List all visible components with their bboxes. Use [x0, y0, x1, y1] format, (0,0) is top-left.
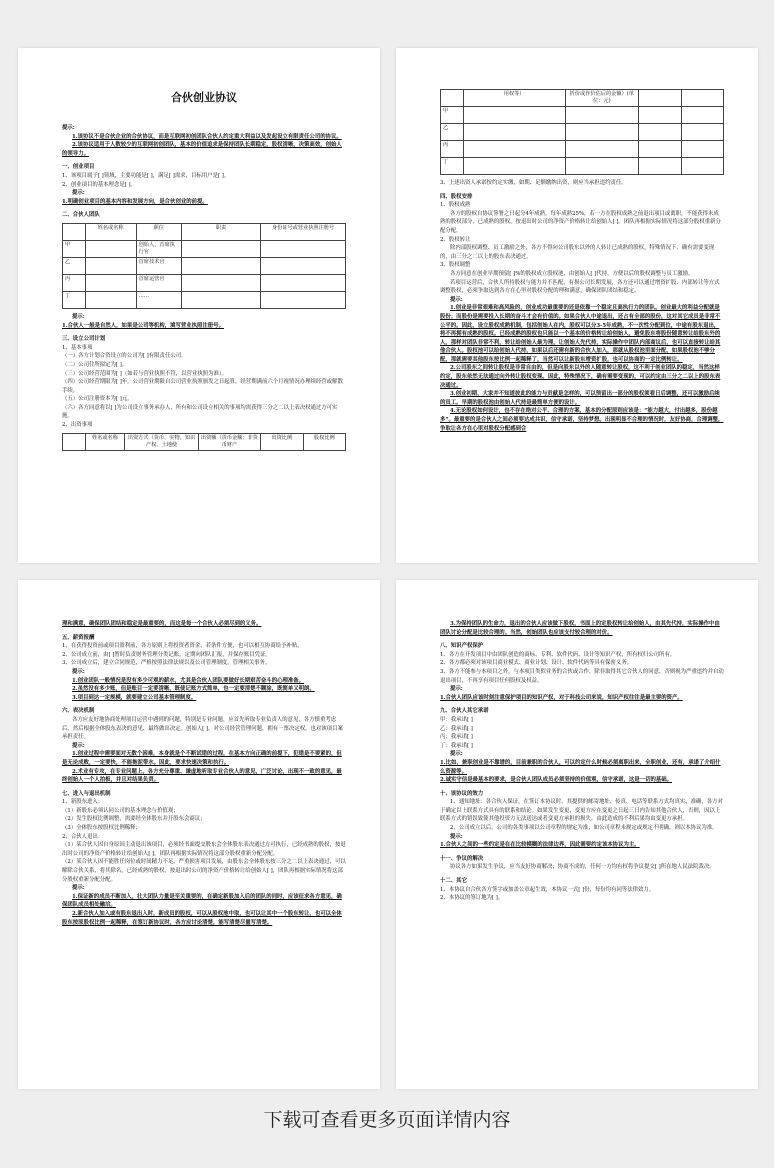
table-row: [63, 257, 346, 274]
paragraph: 3、上述出资人承诺按约定实缴，如期、足额缴纳出资，则应当承担违约责任。: [440, 180, 627, 186]
table-cell: [181, 291, 260, 308]
section-heading: 五、薪资报酬: [62, 634, 95, 641]
table-cell: [181, 274, 260, 291]
table-cell: [85, 257, 136, 274]
paragraph: 2、创业项目的基本理念是[ ]。: [62, 181, 137, 188]
document-page-2: [396, 48, 758, 563]
tip-label: 提示:: [72, 313, 85, 320]
paragraph: 1、通知地址：各合伙人保证，在签订本协议时，其提供的邮寄地址、传真、电话等联系方式均真实、准确，各方对于确定以上联系方式具有的联系和结论。如果发生变更，变更方应在变更之日起三日内告知其他合伙人，否则，因以上联系方式的错误致使其他投资方无法送达或者变更方承担的损失，由此造成的不利后果均由变更方承担。: [440, 799, 723, 823]
table-header: 用权等）: [463, 90, 565, 107]
section-heading: 十一、争议的解决: [440, 855, 484, 862]
paragraph: （三）公司经营范围为[ ]（如若与营业执照不符，以营业执照为准）。: [62, 370, 227, 377]
tip-text: 2.诚实守信是最基本的要求，是合伙人团队成员必须坚持的价值观，信守承诺，这是一切的基础。: [440, 777, 673, 784]
paragraph: 1、各方在开发项目中由团队创造的商标、专利、软件代码、设计等知识产权，所有权归公司所有。: [440, 651, 676, 658]
table-header: 身份证号或营业执照注册号: [261, 223, 346, 240]
paragraph: （2）某合伙人因不能胜任岗位或时间精力不足，严重损害项目发展，由股东会全体股东按三分之二以上表决通过，可以解除合伙关系，将其除名，已经成熟的股权，按退出时公司的净资产价格转让给创始人[ ]，团队再根据实际情况将这部分股权重新分配分配。: [62, 859, 346, 883]
table-row: [441, 158, 724, 175]
table-header: 姓名或名称: [85, 433, 125, 450]
paragraph: 1、本协议自合伙各方签字或加盖公章起生效，本协议一式[ ]份，每份均有同等法律效力。: [440, 886, 655, 893]
footer-caption: 下载可查看更多页面详情内容: [263, 1109, 511, 1131]
table-header: 折价或作价估后的金额）(单位：元): [565, 90, 639, 107]
table-header: 股权比例: [303, 433, 345, 450]
section-heading: 八、知识产权保护: [440, 643, 484, 650]
table-row: [63, 291, 346, 308]
tip-label: 提示:: [72, 190, 85, 197]
table-cell: 首席技术官: [136, 257, 181, 274]
tip-text: 4.无论股权如何设计，也不存在绝对公平、合理的方案，基本的分配原则应该是：“能力越大，付出越多，股份越多”。最重要的是合伙人之间必须要达成共识，信守承诺，坚持梦想。出现明显不合理的情况时，友好协商，合理调整，争取让各方在心里对股权分配感到合: [440, 408, 724, 432]
paragraph: 乙：我承诺[ ]: [440, 725, 473, 732]
paragraph: （五）公司注册资本为[ ]元。: [62, 396, 133, 403]
paragraph: 1、基本事项: [62, 344, 93, 351]
paragraph: 各方的股权自协议签署之日起分4年成熟，每年成熟25%，若一方在股权成熟之前退出项目或离职，不能获得未成熟的股权部分，已成熟的股权，按退出时公司的净资产价格转让给创始人[ ]。团队再根据实际情况将这部分股权重新分配分配。: [440, 210, 721, 234]
tip-text: 1.保证新的成员不断加入，壮大团队力量是至关重要的，在确定新股加入后的团队的同时，应该征求各方意见，确保团队成员相处融洽。: [62, 893, 342, 909]
table-cell: 丁: [63, 291, 86, 308]
paragraph: （四）公司经营期限为[ ]年。公司营业期限自公司营业执照颁发之日起算，经营期满前六个月视情况办理续经营或解散手续。: [62, 379, 343, 394]
table-cell: [261, 257, 346, 274]
table-header: 姓名或名称: [85, 223, 136, 240]
tip-label: 提示:: [450, 686, 463, 693]
tip-text: 理和满意，确保团队团结和稳定是最重要的，而这是每一个合伙人必须尽到的义务。: [62, 621, 262, 627]
table-row: [441, 124, 724, 141]
table-header: [681, 90, 723, 107]
table-cell: 创始人、首席执行官: [136, 240, 181, 257]
tip-text: 1.明确创业项目的基本内容和发展方向，是合伙创业的前提。: [62, 198, 208, 205]
paragraph: （2）发生股权比例调整，需要经全体股东并开股东会商议；: [62, 816, 206, 823]
tip-label: 提示:: [450, 751, 463, 758]
paragraph: 2、公司成立以后，公司的各类事项以公司章程的规定为准；如公司章程未规定或规定不明确，则以本协议为准。: [450, 825, 718, 832]
paragraph: （1）新股东必须认同公司的基本理念与价值观；: [62, 807, 179, 814]
paragraph: （3）全体股东按股权比例稀释；: [62, 825, 141, 832]
table-header: 职责: [181, 223, 260, 240]
paragraph: 2、出资事项: [62, 422, 93, 429]
tip-text: 1.合伙人团队应该时刻注意保护项目的知识产权，对于科技公司来说，知识产权往往是最主要的资产。: [440, 694, 683, 701]
table-header: 出资额（货币金额；非货币财产: [198, 433, 260, 450]
table-cell: ……: [136, 291, 181, 308]
tip-text: 1.合伙人一般是自然人，如果是公司等机构，填写营业执照注册号。: [62, 322, 224, 329]
tip-text: 1.该协议不是合伙企业的合伙协议，而是互联网初创团队合伙人约定重大利益以及发起设立有限责任公司的协议。: [72, 133, 342, 140]
document-page-4: [396, 580, 758, 1089]
paragraph: 1、新股东进入：: [62, 799, 104, 806]
table-header: 出资方式（货币、实物、知识产权、土地使: [125, 433, 199, 450]
table-header: [639, 90, 681, 107]
tip-label: 提示:: [72, 742, 85, 749]
tip-text: 3.为保持团队的生命力，退出的合伙人应该做下股权，书面上的定股权转让给创始人，由其先代持，实际操作中由团队讨论分配是比较合理的。当然，创始团队也应该支付较合理的对价。: [440, 621, 720, 636]
section-heading: 九、合伙人其它承诺: [440, 708, 489, 715]
tip-label: 提示:: [62, 125, 75, 131]
paragraph: 2、股权转让: [440, 236, 471, 243]
tip-text: 2.公司股东之间转让股权是非常自由的，但是向股东以外的人随意转让股权，这不利于创业团队的稳定，当然这样约定，股东依然无法通过向外转让股权变现。因此，特殊情况下，确有需要变现的，可以约定由三分之二以上的股东表决通过。: [440, 365, 721, 389]
table-cell: 丁: [441, 158, 464, 175]
paragraph: （1）某合伙人因自身原因主动退出该项目，必须经书面提交股东会全体股东表决通过方可执行，已经成熟的股权，按退出时公司的净资产价格转让给创始人[ ]，团队再根据实际情况将这部分股权重新分配分配。: [62, 842, 346, 857]
capital-table: [62, 433, 346, 451]
team-table: [62, 223, 346, 309]
paragraph: 2、各方都必须对该项目商业模式、商业计划、设计、软件代码等具有保密义务。: [440, 660, 633, 667]
table-row: [441, 107, 724, 124]
tip-text: 1.比如，兼职创业是不靠谱的，目前兼职的合伙人，可以约定什么时候必须离职出来，全职创业，还有，承诺了介绍什么资源等。: [440, 759, 721, 775]
table-cell: 丙: [441, 141, 464, 158]
document-title: 合伙创业协议: [171, 91, 237, 104]
section-heading: 十二、其它: [440, 878, 467, 885]
paragraph: （二）公司住所拟定为[ ]。: [62, 361, 128, 368]
table-header: [63, 433, 86, 450]
table-cell: [85, 274, 136, 291]
paragraph: （一）各方计划合资设立的公司为[ ]有限责任公司。: [62, 353, 187, 360]
tip-text: 3.项目到达一定规模，就要建立公司基本管理制度。: [72, 694, 197, 701]
table-row: [441, 141, 724, 158]
tip-label: 提示:: [72, 668, 85, 675]
section-heading: 六、表决机制: [62, 708, 95, 715]
table-header: [63, 223, 86, 240]
section-heading: 一、创业项目: [62, 164, 95, 171]
section-heading: 二、合伙人团队: [62, 212, 100, 219]
table-cell: [261, 291, 346, 308]
table-cell: [261, 274, 346, 291]
section-heading: 四、股权安排: [440, 193, 473, 200]
table-row: [63, 274, 346, 291]
paragraph: 丙：我承诺[ ]: [440, 734, 473, 741]
paragraph: 2、公司成立前，由[ ]暂时负责财务管理分类记账，定期向团队汇报，并保存账目凭证。: [62, 651, 271, 658]
paragraph: 丁：我承诺[ ]: [440, 742, 473, 749]
paragraph: 2、合伙人退出：: [62, 833, 104, 840]
paragraph: 3、公司成立后，建立合同规范，严格按照法律法规以及公司管理制度，管理相关事务。: [62, 660, 271, 667]
tip-text: 2.该协议适用于人数较少的互联网初创团队，基本的价值追求是保持团队长期稳定，股权清晰，决策高效，创始人的领导力。: [62, 142, 342, 157]
document-page-1: [18, 48, 380, 563]
table-cell: [181, 257, 260, 274]
tip-text: 2.术业有专攻，在专业问题上，各方充分尊重、谦虚地听取专业合伙人的意见，广泛讨论，出现不一致的意见，最终创始人一个人拍板，并且对结果负责。: [62, 768, 342, 784]
table-cell: [181, 240, 260, 257]
section-heading: 三、设立公司计划: [62, 336, 106, 343]
table-header: 出资比例: [261, 433, 303, 450]
paragraph: 各方应友好地协商处理项目运营中遇到的问题，特别是专业问题，应首先听取专业负责人的意见，各方慎重考虑后，然后根据全体股东表决的意见，最终做出决定。创始人[ ]，对公司经营管理问题，拥有一票决定权，也对该项目案承担责任。: [62, 716, 343, 741]
tip-text: 2.新合伙人加入或有股东退出入时，新成员的股权，可以从股权池中取，也可以让其中一个股东转让，也可以全体股东按原股权比例一起稀释，在签订新协议时，各方应讨论清楚，能写清楚尽量写清楚。: [62, 911, 342, 926]
tip-text: 1.合伙人之间的一些约定是在在比较模糊的法律边界，因此需要约定该本协议为主。: [440, 842, 640, 849]
paragraph: 1、在获得投资前或项目盈利前，各方原则上将投资者资金，若条件方便，也可以相互协商给予补贴。: [62, 643, 303, 650]
paragraph: 各方同意在创业早期预留[ ]%的股权成立股权池，由创始人[ ]代持，方便以后的股权调整与员工激励。: [450, 270, 694, 277]
paragraph: 若项目运营后，合伙人所持股权与能力并不匹配，有损公司长期发展，各方还可以通过增资扩股、内部转让等方式调整股权，必须争取达到各方在心里对股权分配的理和满意，确保团队团结和稳定。: [440, 279, 720, 295]
tip-text: 2.虽然没有多少账，但是账目一定要清晰，既使记账方式简单，也一定要清楚不糊涂，既简单又明朗。: [72, 686, 315, 693]
tip-text: 1.创业过程中需要面对无数个困难，本身就是个不断试错的过程，在基本方向正确的前提下，犯错是不要紧的，但是无论成败，一定要快，不能拖泥带水。因此，要求快速决策和执行。: [62, 751, 342, 766]
table-cell: [85, 291, 136, 308]
capital-table-continued: [440, 89, 724, 175]
table-cell: [261, 240, 346, 257]
tip-text: 1.创业是非常艰难和高风险的，创业成功最重要的还是依靠一个稳定且高执行力的团队。创业最大的利益分配就是股份；而股份是需要投入长期的奋斗才会有价值的。如果合伙人中途退出，还占有全部的股份，这对其它成员是非常不公平的。因此，设立股权成熟机制，包括创始人在内，股权可以分3-5年成熟，不一次性分配到位，中途有股东退出，将不再拥有成熟的股权。已经成熟的股权也只能以一个基本的价格转让给创始人，避免股东将股份随意转让给股东外的人，那样对团队非常不利，转让给创始人最为理，让创始人先代持，实际操作中团队内部商议后，也可以直接转让给其他合伙人。股权池可以给创始人代持，如果以后还需有新的合伙人加入，那就从股权池里面分配，如果股权池不够分配，那就需要其他股东按比例一起稀释了，当然可以让新股东增资扩股，也可以协商的一定比例转让。: [440, 305, 721, 363]
table-header: 职位: [136, 223, 181, 240]
tip-label: 提示:: [450, 296, 463, 303]
paragraph: （六）各方同意将以[ ]为公司设立事务承办人，所有和公司设立相关的事项均需获得三分之二以上表决权通过方可实施。: [62, 404, 338, 420]
table-header: [441, 90, 464, 107]
paragraph: 3、各方不能参与本项目之外，与本项目类似业务的合伙或合作，除非取得其它合伙人的同意，否则视为严重违约并自动退出项目，不再享有项目任何股权及权益。: [440, 668, 724, 684]
table-cell: [85, 240, 136, 257]
section-heading: 七、进入与退出机制: [62, 790, 111, 797]
table-cell: 甲: [441, 107, 464, 124]
paragraph: 协议各方如果发生争议，应当友好协商解决；协商不成的，任何一方均有权将争议提交[ ]所在地人民法院裁决。: [450, 864, 715, 871]
table-row: [63, 240, 346, 257]
table-cell: 丙: [63, 274, 86, 291]
tip-label: 提示:: [450, 833, 463, 840]
tip-text: 1.创业团队一般情况是没有多少可观的薪水，尤其是合伙人团队要做好长期艰苦奋斗的心理准备。: [72, 677, 305, 684]
document-page-3: [18, 580, 380, 1089]
tip-label: 提示:: [72, 885, 85, 892]
paragraph: 除内部股权调整、员工激励之外，各方不得向公司股东以外的人转让已成熟的股权，特殊情况下，确有需要变现的，由三分之二以上的股东表决通过。: [440, 245, 715, 260]
paragraph: 甲：我承诺[ ]: [440, 716, 473, 723]
paragraph: 3、股权调整: [440, 262, 471, 269]
table-cell: 首席运营官: [136, 274, 181, 291]
table-cell: 甲: [63, 240, 86, 257]
paragraph: 1、该项目属于[ ]领域，主要功能是[ ]，满足[ ]需求，目标用户是[ ]。: [62, 172, 230, 179]
paragraph: 1、股权成熟: [440, 202, 471, 209]
tip-text: 3.创业初期，大家并不知道彼此的能力与贡献是怎样的，可以预留出一部分的股权须看日后调整，还可以激励后续的员工。早期的股权池由创始人代持是最简单方便的设计。: [440, 391, 720, 406]
section-heading: 十、该协议的效力: [440, 790, 484, 797]
table-cell: 乙: [441, 124, 464, 141]
table-cell: 乙: [63, 257, 86, 274]
paragraph: 2、本协议的签订地为[ ]。: [440, 895, 504, 902]
